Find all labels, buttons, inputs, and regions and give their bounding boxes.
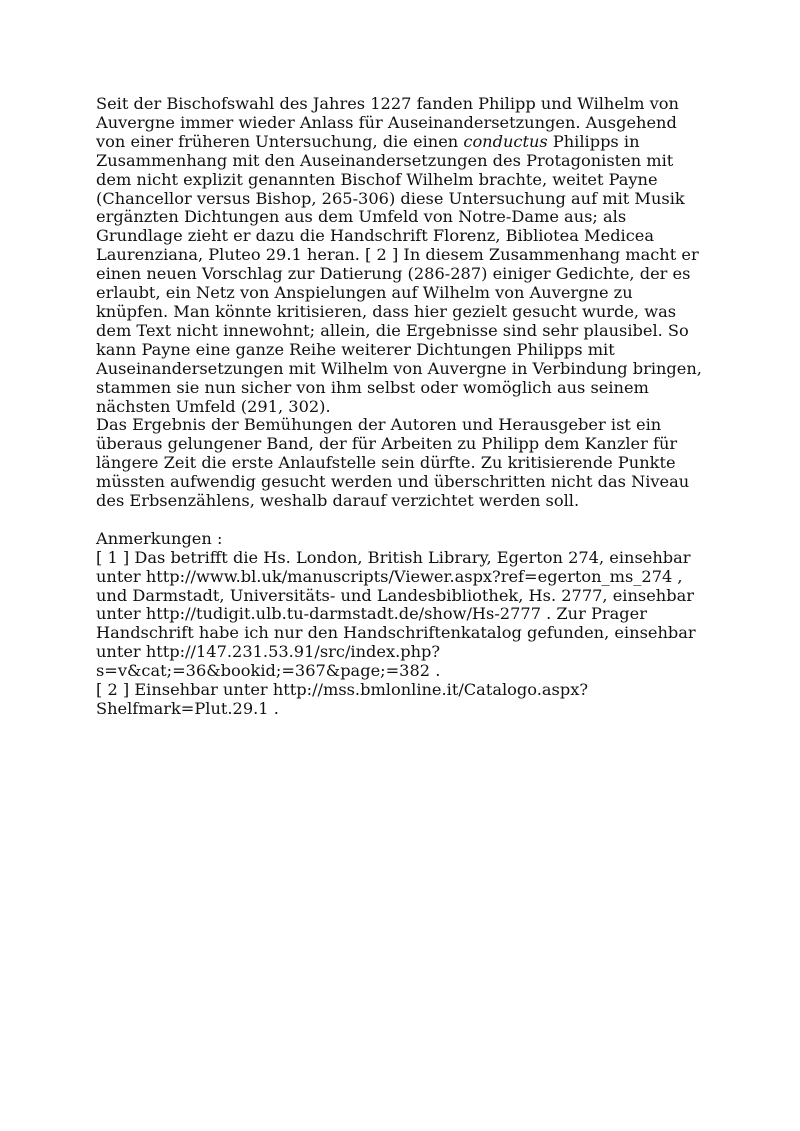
text-segment: von einer früheren Untersuchung, die einen — [96, 131, 464, 151]
text-line: Das Ergebnis der Bemühungen der Autoren und Herausgeber ist ein — [96, 415, 662, 435]
text-line: dem Text nicht innewohnt; allein, die Ergebnisse sind sehr plausibel. So — [96, 320, 689, 340]
text-line: Auseinandersetzungen mit Wilhelm von Auvergne in Verbindung bringen, — [96, 358, 702, 378]
text-segment: Philipps in — [547, 131, 640, 151]
footnote-line: Shelfmark=Plut.29.1 . — [96, 698, 279, 718]
text-line: kann Payne eine ganze Reihe weiterer Dichtungen Philipps mit — [96, 339, 615, 359]
text-line: Laurenziana, Pluteo 29.1 heran. [ 2 ] In diesem Zusammenhang macht er — [96, 245, 699, 265]
notes-heading: Anmerkungen : — [96, 528, 223, 548]
text-line: Zusammenhang mit den Auseinandersetzungen des Protagonisten mit — [96, 150, 674, 170]
text-line — [96, 133, 716, 152]
text-line: des Erbsenzählens, weshalb darauf verzichtet werden soll. — [96, 491, 580, 511]
footnote-line: und Darmstadt, Universitäts- und Landesbibliothek, Hs. 2777, einsehbar — [96, 585, 694, 605]
document-page — [96, 95, 716, 719]
italic-term: conductus — [463, 131, 548, 151]
footnote-line: Handschrift habe ich nur den Handschriftenkatalog gefunden, einsehbar — [96, 623, 696, 643]
footnote-line: unter http://tudigit.ulb.tu-darmstadt.de/show/Hs-2777 . Zur Prager — [96, 604, 647, 624]
text-line: knüpfen. Man könnte kritisieren, dass hier gezielt gesucht wurde, was — [96, 301, 677, 321]
footnote-line: unter http://www.bl.uk/manuscripts/Viewer.aspx?ref=egerton_ms_274 , — [96, 566, 683, 586]
footnote-1 — [96, 549, 716, 681]
footnote-line: [ 2 ] Einsehbar unter http://mss.bmlonline.it/Catalogo.aspx? — [96, 680, 588, 700]
footnote-line: s=v&cat;=36&bookid;=367&page;=382 . — [96, 661, 441, 681]
text-line: nächsten Umfeld (291, 302). — [96, 396, 331, 416]
text-line: überaus gelungener Band, der für Arbeiten zu Philipp dem Kanzler für — [96, 434, 678, 454]
text-line: müssten aufwendig gesucht werden und überschritten nicht das Niveau — [96, 472, 690, 492]
text-line: dem nicht explizit genannten Bischof Wilhelm brachte, weitet Payne — [96, 169, 658, 189]
footnote-line: unter http://147.231.53.91/src/index.php? — [96, 642, 441, 662]
text-line: Auvergne immer wieder Anlass für Auseinandersetzungen. Ausgehend — [96, 112, 677, 132]
body-paragraph-2 — [96, 416, 716, 511]
text-line: einen neuen Vorschlag zur Datierung (286-287) einiger Gedichte, der es — [96, 264, 691, 284]
text-line: stammen sie nun sicher von ihm selbst oder womöglich aus seinem — [96, 377, 649, 397]
paragraph-spacer — [96, 511, 716, 530]
text-line: erlaubt, ein Netz von Anspielungen auf Wilhelm von Auvergne zu — [96, 283, 633, 303]
footnote-line: [ 1 ] Das betrifft die Hs. London, British Library, Egerton 274, einsehbar — [96, 547, 691, 567]
text-line: Grundlage zieht er dazu die Handschrift Florenz, Bibliotea Medicea — [96, 226, 655, 246]
body-paragraph-1 — [96, 95, 716, 416]
text-line: ergänzten Dichtungen aus dem Umfeld von Notre-Dame aus; als — [96, 207, 627, 227]
text-line: längere Zeit die erste Anlaufstelle sein dürfte. Zu kritisierende Punkte — [96, 453, 676, 473]
text-line: Seit der Bischofswahl des Jahres 1227 fanden Philipp und Wilhelm von — [96, 94, 679, 113]
text-line: (Chancellor versus Bishop, 265-306) diese Untersuchung auf mit Musik — [96, 188, 685, 208]
footnote-2 — [96, 681, 716, 719]
